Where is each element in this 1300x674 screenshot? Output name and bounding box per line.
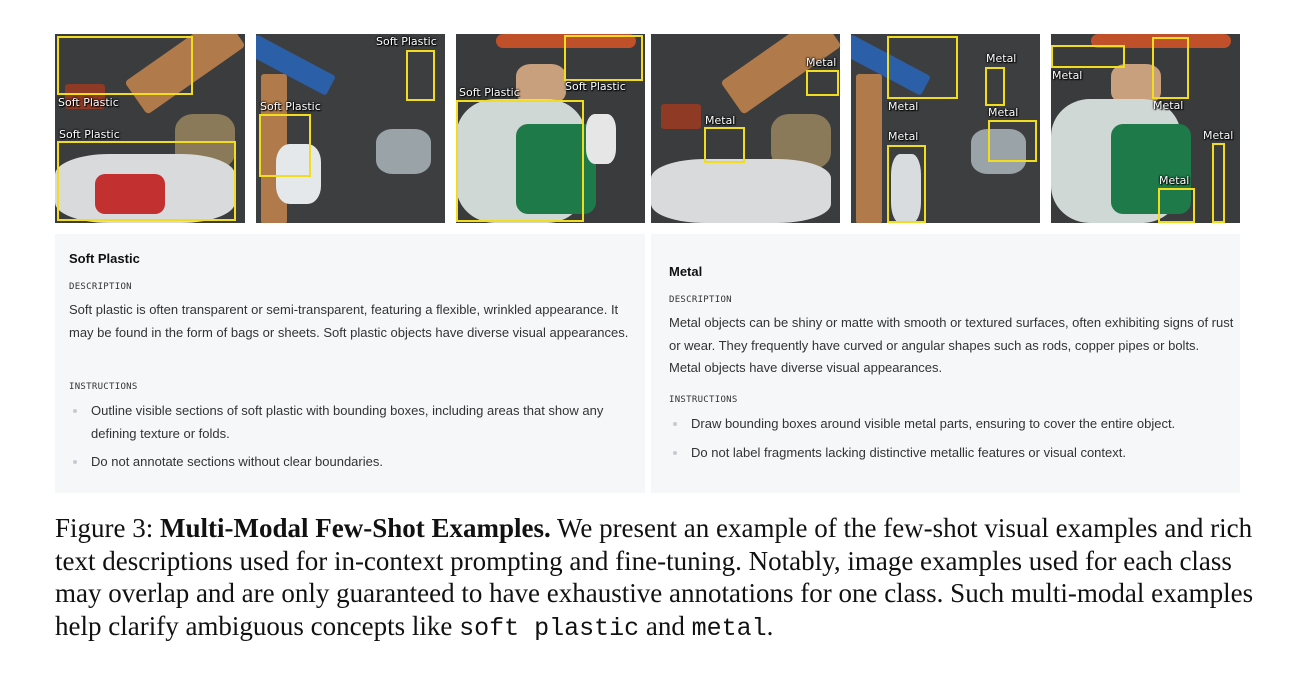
bounding-box xyxy=(806,70,839,96)
bullet-icon xyxy=(73,460,77,464)
box-label: Soft Plastic xyxy=(376,35,437,48)
example-photo-1 xyxy=(55,34,245,223)
caption-text: We present an example of the few-shot visual examples and rich text descriptions used for in-context prompting and fine-tuning. Notably, image examples used for each class may overlap and are only guaranteed to have exhaustive annotations for one class. Such multi-modal examples help clarify ambiguous concepts like xyxy=(55,513,1254,641)
instructions-list xyxy=(669,413,1234,470)
example-photo-5 xyxy=(851,34,1040,223)
list-item xyxy=(69,400,639,445)
caption-prefix: Figure 3: xyxy=(55,513,160,543)
bullet-icon xyxy=(673,422,677,426)
box-label: Metal xyxy=(806,56,837,69)
box-label: Metal xyxy=(1159,174,1190,187)
list-item xyxy=(669,442,1234,465)
bounding-box xyxy=(1051,45,1125,68)
box-label: Metal xyxy=(1203,129,1234,142)
bounding-box xyxy=(704,127,745,163)
bounding-box xyxy=(887,145,926,223)
bounding-box xyxy=(57,141,236,221)
bounding-box xyxy=(887,36,958,99)
box-label: Soft Plastic xyxy=(58,96,119,109)
instruction-text: Do not label fragments lacking distinctive metallic features or visual context. xyxy=(691,444,1126,460)
list-item xyxy=(669,413,1234,436)
list-item xyxy=(69,451,639,474)
bounding-box xyxy=(57,36,193,95)
card-title: Soft Plastic xyxy=(69,251,140,266)
box-label: Metal xyxy=(1153,99,1184,112)
instructions-heading: INSTRUCTIONS xyxy=(669,395,738,405)
box-label: Metal xyxy=(1052,69,1083,82)
metal-card xyxy=(651,234,1240,493)
instruction-text: Outline visible sections of soft plastic with bounding boxes, including areas that show any defining texture or folds. xyxy=(91,403,604,441)
bullet-icon xyxy=(673,451,677,455)
box-label: Soft Plastic xyxy=(459,86,520,99)
soft-plastic-card xyxy=(55,234,645,493)
bounding-box xyxy=(406,50,435,101)
box-label: Metal xyxy=(988,106,1019,119)
example-photo-6 xyxy=(1051,34,1240,223)
description-heading: DESCRIPTION xyxy=(669,295,732,305)
box-label: Metal xyxy=(888,130,919,143)
caption-code-metal: metal xyxy=(691,613,767,643)
bounding-box xyxy=(564,35,643,81)
bounding-box xyxy=(1152,37,1189,99)
card-title: Metal xyxy=(669,264,703,279)
example-photo-2 xyxy=(256,34,445,223)
box-label: Metal xyxy=(888,100,919,113)
instruction-text: Draw bounding boxes around visible metal parts, ensuring to cover the entire object. xyxy=(691,416,1176,431)
example-photo-3 xyxy=(456,34,645,223)
figure-caption xyxy=(55,512,1260,645)
instructions-heading: INSTRUCTIONS xyxy=(69,382,138,392)
description-heading: DESCRIPTION xyxy=(69,282,132,292)
caption-text: . xyxy=(766,610,774,641)
instruction-text: Do not annotate sections without clear boundaries. xyxy=(91,454,383,469)
box-label: Soft Plastic xyxy=(59,128,120,141)
caption-text: and xyxy=(639,610,692,641)
bullet-icon xyxy=(73,409,77,413)
bounding-box xyxy=(456,100,584,222)
caption-code-soft-plastic: soft plastic xyxy=(459,613,640,643)
caption-title: Multi-Modal Few-Shot Examples. xyxy=(160,513,551,543)
description-text: Soft plastic is often transparent or semi-transparent, featuring a flexible, wrinkled appearance. It may be found in the form of bags or sheets. Soft plastic objects have diverse visual appearances. xyxy=(69,302,629,340)
box-label: Metal xyxy=(705,114,736,127)
box-label: Soft Plastic xyxy=(565,80,626,93)
box-label: Soft Plastic xyxy=(260,100,321,113)
bounding-box xyxy=(1158,188,1195,223)
description-text: Metal objects can be shiny or matte with smooth or textured surfaces, often exhibiting signs of rust or wear. They frequently have curved or angular shapes such as rods, copper pipes or bolts. Metal objects have diverse visual appearances. xyxy=(669,315,1234,375)
box-label: Metal xyxy=(986,52,1017,65)
bounding-box xyxy=(259,114,311,177)
example-photo-4 xyxy=(651,34,840,223)
bounding-box xyxy=(988,120,1037,162)
bounding-box xyxy=(1212,143,1225,223)
bounding-box xyxy=(985,67,1005,106)
instructions-list xyxy=(69,400,639,480)
